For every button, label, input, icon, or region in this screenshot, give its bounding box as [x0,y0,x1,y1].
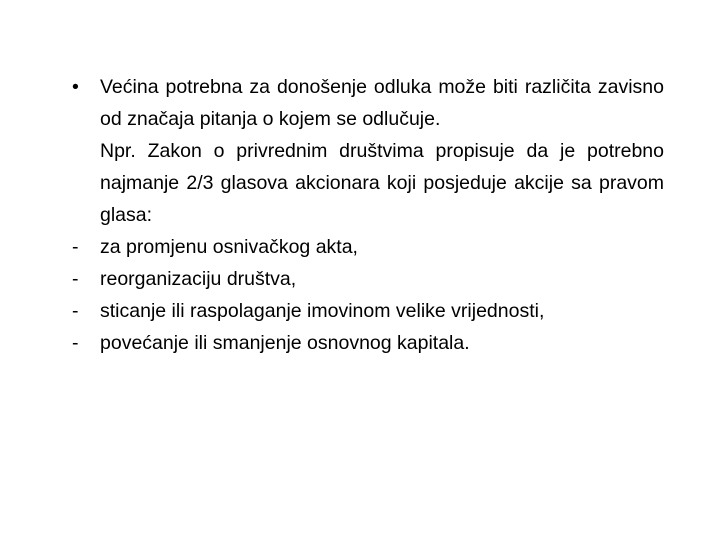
dash-icon: - [72,300,79,322]
dash-item-text: za promjenu osnivačkog akta, [100,236,358,258]
dash-item [72,327,664,359]
bullet-icon: • [72,76,79,98]
dash-icon: - [72,268,79,290]
dash-icon: - [72,332,79,354]
dash-item [72,231,664,263]
dash-icon: - [72,236,79,258]
dash-item-text: sticanje ili raspolaganje imovinom velike vrijednosti, [100,300,545,322]
dash-item [72,263,664,295]
slide-body [72,71,664,359]
example-paragraph: Npr. Zakon o privrednim društvima propisuje da je potrebno najmanje 2/3 glasova akcionara koji posjeduje akcije sa pravom glasa: [100,140,664,226]
dash-item [72,295,664,327]
bullet-item [72,71,664,135]
dash-item-text: povećanje ili smanjenje osnovnog kapitala. [100,332,470,354]
dash-item-text: reorganizaciju društva, [100,268,297,290]
bullet-text: Većina potrebna za donošenje odluka može biti različita zavisno od značaja pitanja o kojem se odlučuje. [100,76,664,130]
